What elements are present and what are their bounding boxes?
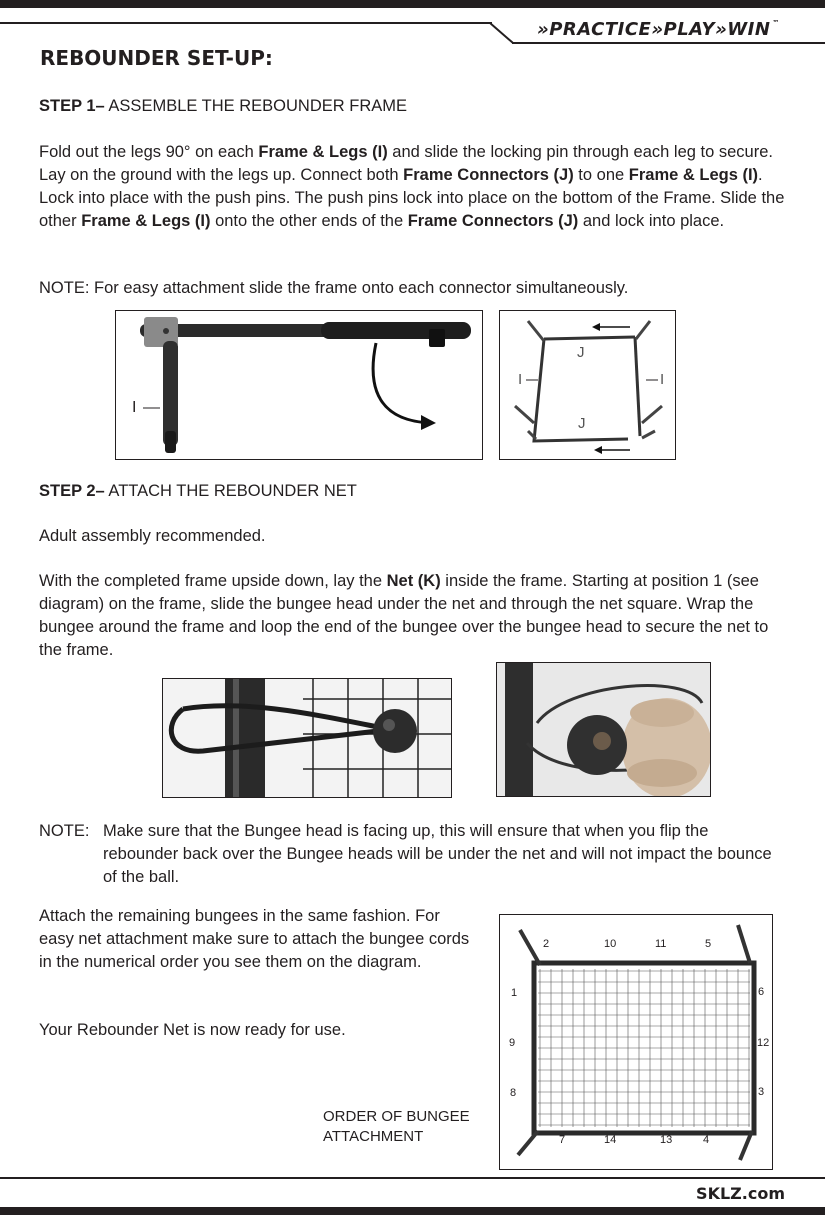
diagram-number-8: 8 [510, 1087, 517, 1099]
diagram-number-3: 3 [758, 1086, 765, 1098]
brand-logo: »PRACTICE»PLAY»WIN ™ [537, 19, 780, 40]
top-bar [0, 0, 825, 8]
bungee-hand-photo [496, 662, 711, 797]
diagram-number-12: 12 [757, 1037, 770, 1049]
bungee-net-illustration [163, 679, 452, 798]
page-title: REBOUNDER SET-UP: [40, 46, 273, 70]
frame-leg-illustration [116, 311, 483, 460]
frame-leg-figure [115, 310, 483, 460]
diagram-number-11: 11 [655, 938, 667, 950]
header-rule [0, 22, 492, 24]
step2-adult-note: Adult assembly recommended. [39, 527, 266, 545]
diagram-number-2: 2 [543, 938, 550, 950]
footer-site: SKLZ.com [696, 1184, 785, 1203]
step2-heading [39, 480, 799, 503]
frame-label-i-right: I [660, 371, 665, 388]
bottom-bar [0, 1207, 825, 1215]
header-rule-right [512, 42, 825, 44]
connector-label-j-top: J [577, 344, 585, 361]
bungee-hand-illustration [497, 663, 711, 797]
step1-heading-text: ASSEMBLE THE REBOUNDER FRAME [108, 97, 408, 115]
footer-rule [0, 1177, 825, 1179]
assembled-frame-illustration [500, 311, 676, 460]
note-label: NOTE: [39, 822, 90, 840]
ready-for-use-text: Your Rebounder Net is now ready for use. [39, 1021, 346, 1039]
frame-leg-label-i: I [132, 399, 137, 416]
bungee-order-diagram [499, 914, 773, 1170]
diagram-number-7: 7 [559, 1134, 566, 1146]
diagram-number-10: 10 [604, 938, 617, 950]
diagram-caption: ORDER OF BUNGEE ATTACHMENT [323, 1108, 470, 1145]
step1-heading [39, 95, 799, 118]
step1-note: NOTE: For easy attachment slide the frame onto each connector simultaneously. [39, 279, 629, 297]
bungee-order-illustration [500, 915, 773, 1170]
step2-heading-text: ATTACH THE REBOUNDER NET [108, 482, 357, 500]
frame-label-i-left: I [518, 371, 523, 388]
bungee-net-photo [162, 678, 452, 798]
step2-label: STEP 2– [39, 482, 105, 500]
diagram-number-13: 13 [660, 1134, 673, 1146]
diagram-number-6: 6 [758, 986, 765, 998]
diagram-number-4: 4 [703, 1134, 710, 1146]
step2-instructions: With the completed frame upside down, lay the Net (K) inside the frame. Starting at position 1 (see diagram) on the frame, slide the bungee head under the net and through the net square. Wrap the bungee around the frame and loop the end of the bungee over the bungee head to secure the net to the frame. [39, 572, 769, 659]
step1-label: STEP 1– [39, 97, 105, 115]
note-text: Make sure that the Bungee head is facing up, this will ensure that when you flip the rebounder back over the Bungee heads will be under the net and will not impact the bounce of the ball. [103, 822, 772, 886]
attach-remaining-instructions: Attach the remaining bungees in the same fashion. For easy net attachment make sure to attach the bungee cords in the numerical order you see them on the diagram. [39, 907, 470, 971]
connector-label-j-bottom: J [578, 415, 586, 432]
step1-instructions: Fold out the legs 90° on each Frame & Legs (I) and slide the locking pin through each leg to secure. Lay on the ground with the legs up. Connect both Frame Connectors (J) to one Frame & Legs (I). Lock into place with the push pins. The push pins lock into place on the bottom of the Frame. Slide the other Frame & Legs (I) onto the other ends of the Frame Connectors (J) and lock into place. [39, 143, 785, 230]
diagram-number-9: 9 [509, 1037, 516, 1049]
diagram-number-1: 1 [511, 987, 518, 999]
diagram-number-14: 14 [604, 1134, 617, 1146]
assembled-frame-figure [499, 310, 676, 460]
header-rule-slant [489, 22, 513, 43]
diagram-number-5: 5 [705, 938, 712, 950]
